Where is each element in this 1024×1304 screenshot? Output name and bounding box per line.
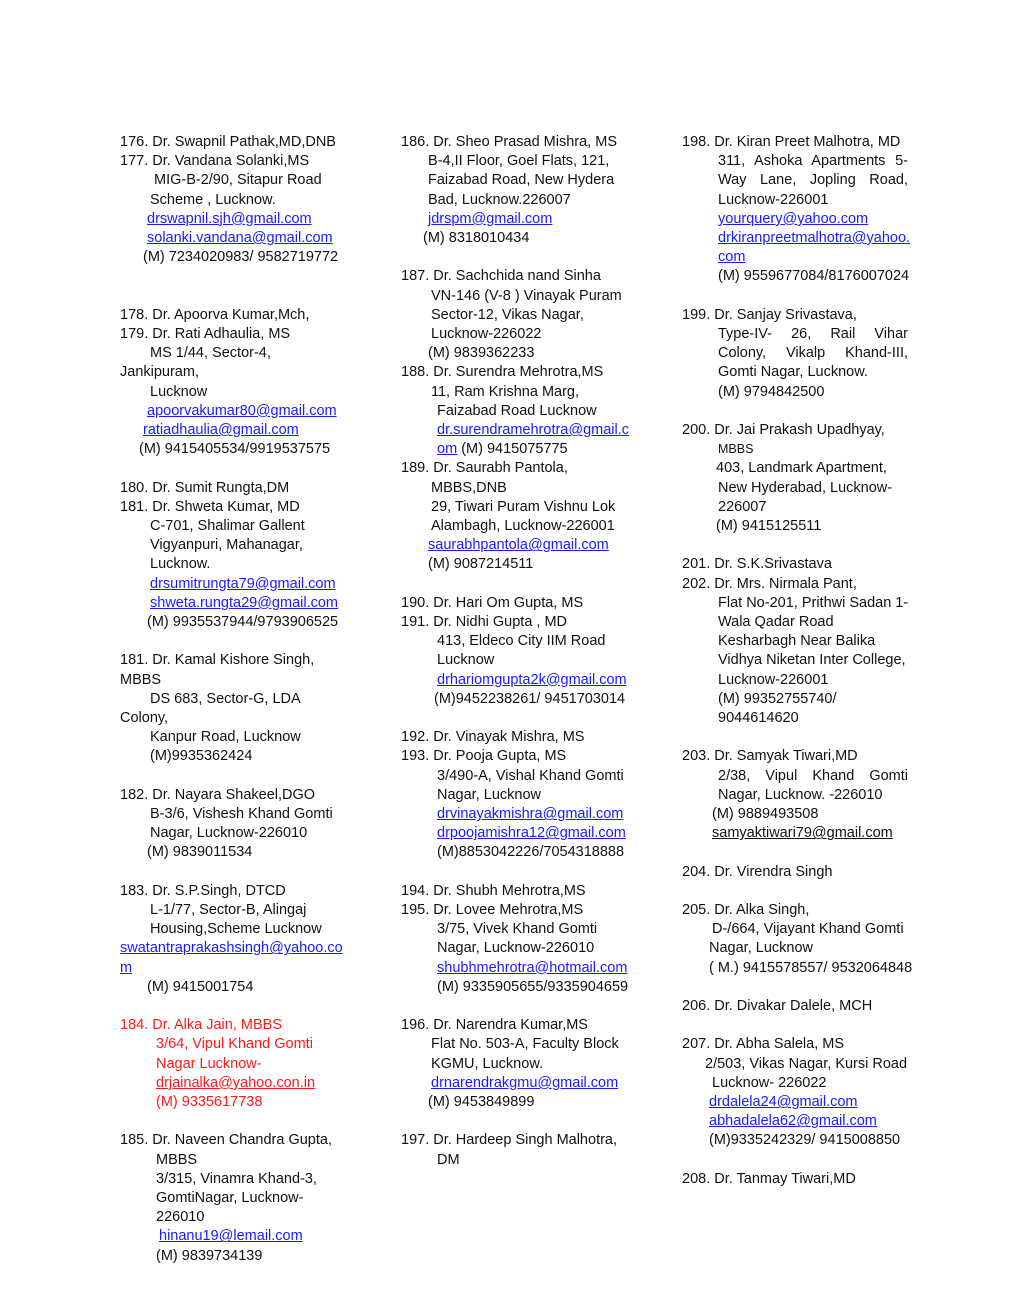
directory-column-1 xyxy=(120,133,343,1266)
address-line: GomtiNagar, Lucknow- xyxy=(156,1190,304,1207)
entry-198 xyxy=(682,133,911,287)
email-link[interactable]: samyaktiwari79@gmail.com xyxy=(712,825,893,842)
entry-heading: 206. Dr. Divakar Dalele, MCH xyxy=(682,998,873,1015)
email-link[interactable]: drnarendrakgmu@gmail.com xyxy=(431,1074,619,1091)
entry-199 xyxy=(682,306,908,402)
email-link[interactable]: yourquery@yahoo.com xyxy=(718,210,869,227)
address-line: Type-IV- 26, Rail Vihar xyxy=(718,326,908,343)
address-line: Alambagh, Lucknow-226001 xyxy=(431,518,615,535)
phone-number: (M) 99352755740/ xyxy=(718,690,837,707)
email-link[interactable]: drvinayakmishra@gmail.com xyxy=(437,806,624,823)
address-line: Lucknow-226022 xyxy=(431,326,542,343)
address-line: Nagar, Lucknow-226010 xyxy=(150,825,308,842)
entry-191 xyxy=(401,613,629,709)
entry-189 xyxy=(401,459,629,574)
email-link[interactable]: shubhmehrotra@hotmail.com xyxy=(437,959,628,976)
entry-heading: 207. Dr. Abha Salela, MS xyxy=(682,1036,845,1053)
address-line: Jankipuram, xyxy=(120,364,199,381)
phone-number: (M)9335242329/ 9415008850 xyxy=(709,1132,901,1149)
entry-194 xyxy=(401,882,629,901)
phone-number: (M) 9415125511 xyxy=(716,518,822,535)
email-link[interactable]: shweta.rungta29@gmail.com xyxy=(150,594,339,611)
entry-heading: 185. Dr. Naveen Chandra Gupta, xyxy=(120,1132,332,1149)
address-line: B-3/6, Vishesh Khand Gomti xyxy=(150,806,333,823)
address-line: VN-146 (V-8 ) Vinayak Puram xyxy=(431,287,622,304)
entry-205 xyxy=(682,901,913,978)
entry-192 xyxy=(401,728,629,747)
address-line: Sector-12, Vikas Nagar, xyxy=(431,306,584,323)
entry-heading: 192. Dr. Vinayak Mishra, MS xyxy=(401,729,585,746)
address-line: MBBS xyxy=(156,1151,198,1168)
phone-number: (M) 9415075775 xyxy=(461,441,568,458)
phone-number: (M) 9889493508 xyxy=(712,806,819,823)
entry-201 xyxy=(682,555,908,574)
address-line: 3/315, Vinamra Khand-3, xyxy=(156,1170,317,1187)
entry-183 xyxy=(120,882,343,997)
address-line: Colony, Vikalp Khand-III, xyxy=(718,345,908,362)
entry-188 xyxy=(401,363,629,459)
address-line: 226010 xyxy=(156,1209,205,1226)
email-link[interactable]: drkiranpreetmalhotra@yahoo. xyxy=(718,230,911,247)
email-link[interactable]: drsumitrungta79@gmail.com xyxy=(150,575,336,592)
entry-heading: 186. Dr. Sheo Prasad Mishra, MS xyxy=(401,134,617,150)
email-link[interactable]: drpoojamishra12@gmail.com xyxy=(437,825,626,842)
entry-206 xyxy=(682,997,908,1016)
address-line: Nagar Lucknow- xyxy=(156,1055,262,1072)
address-line: Vigyanpuri, Mahanagar, xyxy=(150,537,303,554)
address-line: 29, Tiwari Puram Vishnu Lok xyxy=(431,498,616,515)
address-line: MBBS,DNB xyxy=(431,479,507,496)
address-line: Housing,Scheme Lucknow xyxy=(150,921,322,938)
phone-number: (M) 8318010434 xyxy=(423,230,530,247)
phone-number: (M) 9794842500 xyxy=(718,383,825,400)
entry-heading: 178. Dr. Apoorva Kumar,Mch, xyxy=(120,306,310,323)
phone-number: (M) 9415001754 xyxy=(147,978,254,995)
email-link[interactable]: drswapnil.sjh@gmail.com xyxy=(147,210,312,227)
entry-heading: 180. Dr. Sumit Rungta,DM xyxy=(120,479,290,496)
entry-207 xyxy=(682,1035,908,1150)
address-line: D-/664, Vijayant Khand Gomti xyxy=(712,921,904,938)
address-line: Vidhya Niketan Inter College, xyxy=(718,652,906,669)
entry-187 xyxy=(401,267,629,363)
entry-heading: 203. Dr. Samyak Tiwari,MD xyxy=(682,748,858,765)
entry-178 xyxy=(120,306,338,325)
phone-number: (M) 9453849899 xyxy=(428,1094,535,1111)
phone-number: (M) 9935537944/9793906525 xyxy=(147,614,339,631)
address-line: Faizabad Road Lucknow xyxy=(437,402,597,419)
entry-202 xyxy=(682,575,908,729)
entry-190 xyxy=(401,594,629,613)
email-link[interactable]: ratiadhaulia@gmail.com xyxy=(143,422,299,439)
entry-heading: 202. Dr. Mrs. Nirmala Pant, xyxy=(682,575,857,592)
address-line: MS 1/44, Sector-4, xyxy=(150,345,271,362)
email-link[interactable]: swatantraprakashsingh@yahoo.co xyxy=(120,940,343,957)
entry-200 xyxy=(682,421,908,536)
address-line: Faizabad Road, New Hydera xyxy=(428,172,615,189)
entry-heading: 193. Dr. Pooja Gupta, MS xyxy=(401,748,567,765)
entry-186 xyxy=(401,133,629,248)
address-line: New Hyderabad, Lucknow- xyxy=(718,479,893,496)
qualification: MBBS xyxy=(718,442,754,457)
entry-heading: 182. Dr. Nayara Shakeel,DGO xyxy=(120,786,316,803)
entry-heading: 177. Dr. Vandana Solanki,MS xyxy=(120,153,310,170)
entry-heading: 204. Dr. Virendra Singh xyxy=(682,863,833,880)
entry-184 xyxy=(120,1016,338,1112)
address-line: KGMU, Lucknow. xyxy=(431,1055,544,1072)
entry-heading: 183. Dr. S.P.Singh, DTCD xyxy=(120,882,286,899)
address-line: Nagar, Lucknow xyxy=(437,786,541,803)
phone-number: (M)9935362424 xyxy=(150,748,253,765)
address-line: DS 683, Sector-G, LDA xyxy=(150,690,301,707)
address-line: Scheme , Lucknow. xyxy=(150,191,276,208)
email-link[interactable]: drdalela24@gmail.com xyxy=(709,1094,858,1111)
entry-177 xyxy=(120,152,338,267)
address-line: B-4,II Floor, Goel Flats, 121, xyxy=(428,153,610,170)
entry-180 xyxy=(120,479,338,498)
entry-182 xyxy=(120,786,338,863)
email-link[interactable]: om xyxy=(437,441,458,458)
phone-number: (M) 9559677084/8176007024 xyxy=(718,268,910,285)
address-line: 2/503, Vikas Nagar, Kursi Road xyxy=(705,1055,908,1072)
address-line: Flat No-201, Prithwi Sadan 1- xyxy=(718,594,909,611)
address-line: DM xyxy=(437,1151,460,1168)
email-link[interactable]: saurabhpantola@gmail.com xyxy=(428,537,609,554)
address-line: 11, Ram Krishna Marg, xyxy=(431,383,580,400)
entry-heading: 197. Dr. Hardeep Singh Malhotra, xyxy=(401,1132,618,1149)
entry-heading: 190. Dr. Hari Om Gupta, MS xyxy=(401,594,584,611)
entry-heading: 184. Dr. Alka Jain, MBBS xyxy=(120,1017,282,1034)
email-link[interactable]: jdrspm@gmail.com xyxy=(428,210,553,227)
email-link[interactable]: solanki.vandana@gmail.com xyxy=(147,230,333,247)
address-line: 311, Ashoka Apartments 5- xyxy=(718,153,908,170)
email-link[interactable]: m xyxy=(120,959,133,976)
entry-196 xyxy=(401,1016,629,1112)
entry-204 xyxy=(682,863,908,882)
entry-heading: 201. Dr. S.K.Srivastava xyxy=(682,556,832,573)
address-line: Gomti Nagar, Lucknow. xyxy=(718,364,868,381)
entry-heading: 191. Dr. Nidhi Gupta , MD xyxy=(401,614,568,631)
entry-181 xyxy=(120,498,338,632)
entry-heading: 187. Dr. Sachchida nand Sinha xyxy=(401,268,601,285)
address-line: Lucknow-226001 xyxy=(718,671,829,688)
entry-heading: 199. Dr. Sanjay Srivastava, xyxy=(682,306,857,323)
phone-number: (M) 9087214511 xyxy=(428,556,534,573)
entry-176 xyxy=(120,133,338,152)
phone-number: (M) 7234020983/ 9582719772 xyxy=(143,249,339,266)
address-line: Colony, xyxy=(120,710,169,727)
address-line: 2/38, Vipul Khand Gomti xyxy=(718,767,908,784)
address-line: Way Lane, Jopling Road, xyxy=(718,172,908,189)
phone-number: (M) 9839011534 xyxy=(147,844,253,861)
entry-heading: 198. Dr. Kiran Preet Malhotra, MD xyxy=(682,134,901,150)
entry-heading: 194. Dr. Shubh Mehrotra,MS xyxy=(401,882,586,899)
address-line: 226007 xyxy=(718,498,767,515)
address-line: MIG-B-2/90, Sitapur Road xyxy=(154,172,322,189)
address-line: Lucknow- 226022 xyxy=(712,1074,827,1091)
phone-number: (M) 9335905655/9335904659 xyxy=(437,978,629,995)
address-line: 3/64, Vipul Khand Gomti xyxy=(156,1036,313,1053)
address-line: Wala Qadar Road xyxy=(718,614,834,631)
entry-heading: 181. Dr. Shweta Kumar, MD xyxy=(120,498,300,515)
entry-heading: 205. Dr. Alka Singh, xyxy=(682,902,810,919)
address-line: 3/75, Vivek Khand Gomti xyxy=(437,921,598,938)
address-line: Nagar, Lucknow xyxy=(709,940,813,957)
entry-heading: 188. Dr. Surendra Mehrotra,MS xyxy=(401,364,604,381)
address-line: 3/490-A, Vishal Khand Gomti xyxy=(437,767,624,784)
phone-number: (M) 9415405534/9919537575 xyxy=(139,441,331,458)
phone-number: (M)8853042226/7054318888 xyxy=(437,844,625,861)
address-line: Bad, Lucknow.226007 xyxy=(428,191,571,208)
phone-number: (M)9452238261/ 9451703014 xyxy=(434,690,626,707)
address-line: 403, Landmark Apartment, xyxy=(716,460,887,477)
entry-heading: 196. Dr. Narendra Kumar,MS xyxy=(401,1017,588,1034)
entry-193 xyxy=(401,747,629,862)
email-link[interactable]: hinanu19@lemail.com xyxy=(159,1228,303,1245)
address-line: Lucknow. xyxy=(150,556,211,573)
entry-203 xyxy=(682,747,908,843)
directory-column-2 xyxy=(401,133,629,1170)
entry-heading: 208. Dr. Tanmay Tiwari,MD xyxy=(682,1170,856,1187)
address-line: Flat No. 503-A, Faculty Block xyxy=(431,1036,619,1053)
email-link[interactable]: drjainalka@yahoo.con.in xyxy=(156,1074,316,1091)
entry-heading: MBBS xyxy=(120,671,162,688)
directory-column-3 xyxy=(682,133,913,1189)
address-line: Lucknow xyxy=(150,383,208,400)
entry-heading: 179. Dr. Rati Adhaulia, MS xyxy=(120,326,291,343)
phone-number: (M) 9335617738 xyxy=(156,1094,263,1111)
phone-number: 9044614620 xyxy=(718,710,799,727)
email-link[interactable]: com xyxy=(718,249,746,266)
email-link[interactable]: apoorvakumar80@gmail.com xyxy=(147,402,337,419)
entry-179 xyxy=(120,325,338,459)
entry-heading: 181. Dr. Kamal Kishore Singh, xyxy=(120,652,315,669)
entry-197 xyxy=(401,1131,629,1169)
email-link[interactable]: dr.surendramehrotra@gmail.c xyxy=(437,422,630,439)
entry-heading: 195. Dr. Lovee Mehrotra,MS xyxy=(401,902,584,919)
email-link[interactable]: drhariomgupta2k@gmail.com xyxy=(437,671,627,688)
email-link[interactable]: abhadalela62@gmail.com xyxy=(709,1113,877,1130)
phone-number: (M) 9839362233 xyxy=(428,345,535,362)
address-line: Lucknow xyxy=(437,652,495,669)
entry-195 xyxy=(401,901,629,997)
address-line: Kanpur Road, Lucknow xyxy=(150,729,301,746)
entry-185 xyxy=(120,1131,338,1265)
address-line: Lucknow-226001 xyxy=(718,191,829,208)
entry-heading: 200. Dr. Jai Prakash Upadhyay, xyxy=(682,422,885,439)
address-line: L-1/77, Sector-B, Alingaj xyxy=(150,902,307,919)
address-line: C-701, Shalimar Gallent xyxy=(150,518,305,535)
address-line: Nagar, Lucknow. -226010 xyxy=(718,786,883,803)
entry-heading: 189. Dr. Saurabh Pantola, xyxy=(401,460,568,477)
address-line: Kesharbagh Near Balika xyxy=(718,633,876,650)
entry-181b xyxy=(120,651,338,766)
phone-number: (M) 9839734139 xyxy=(156,1247,263,1264)
address-line: 413, Eldeco City IIM Road xyxy=(437,633,606,650)
phone-number: ( M.) 9415578557/ 9532064848 xyxy=(709,959,913,976)
address-line: Nagar, Lucknow-226010 xyxy=(437,940,595,957)
entry-208 xyxy=(682,1170,908,1189)
entry-heading: 176. Dr. Swapnil Pathak,MD,DNB xyxy=(120,134,336,150)
